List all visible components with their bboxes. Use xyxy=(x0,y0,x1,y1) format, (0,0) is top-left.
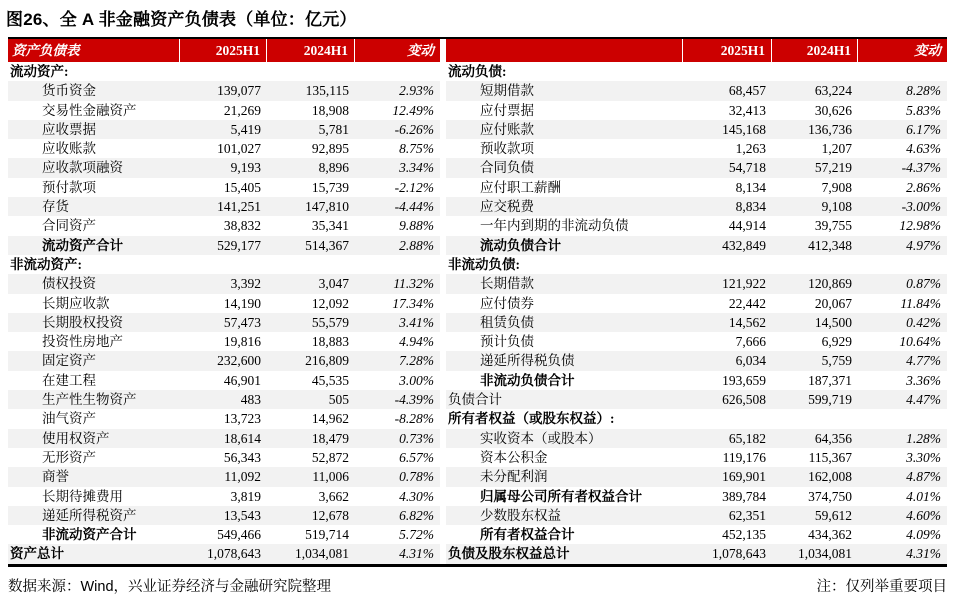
row-label: 交易性金融资产 xyxy=(42,102,137,118)
value-2024h1: 59,612 xyxy=(814,507,852,523)
value-2025h1: 5,419 xyxy=(230,121,261,137)
row-label: 归属母公司所有者权益合计 xyxy=(480,488,642,504)
value-2025h1: 8,834 xyxy=(735,199,766,215)
table-row xyxy=(446,197,947,216)
table-row xyxy=(8,197,440,216)
value-2024h1: 12,092 xyxy=(311,295,349,311)
value-2025h1: 14,190 xyxy=(223,295,261,311)
value-2024h1: 5,781 xyxy=(318,121,349,137)
value-2025h1: 54,718 xyxy=(728,160,766,176)
change-pct: 4.60% xyxy=(906,507,941,523)
value-2025h1: 193,659 xyxy=(722,372,766,388)
table-row xyxy=(8,62,440,81)
row-label: 流动负债: xyxy=(448,64,507,79)
table-row xyxy=(446,429,947,448)
change-pct xyxy=(858,409,947,428)
change-pct: 3.00% xyxy=(399,372,434,388)
value-2025h1: 11,092 xyxy=(224,469,261,485)
value-2024h1: 8,896 xyxy=(318,160,349,176)
value-2025h1: 14,562 xyxy=(728,314,766,330)
value-2024h1: 18,479 xyxy=(311,430,349,446)
value-2025h1 xyxy=(683,62,772,81)
change-pct: 2.86% xyxy=(906,179,941,195)
row-label: 应收票据 xyxy=(42,121,96,137)
value-2024h1: 147,810 xyxy=(305,199,349,215)
row-label: 应付账款 xyxy=(480,121,534,137)
remark-note: 注：仅列举重要项目 xyxy=(816,578,947,595)
value-2024h1: 45,535 xyxy=(311,372,349,388)
row-label: 应付票据 xyxy=(480,102,534,118)
row-label: 递延所得税资产 xyxy=(42,507,137,523)
value-2024h1: 3,047 xyxy=(318,276,349,292)
row-label: 应付债券 xyxy=(480,295,534,311)
row-label: 租赁负债 xyxy=(480,314,534,330)
value-2024h1: 14,500 xyxy=(814,314,852,330)
table-row xyxy=(446,544,947,563)
row-label: 预计负债 xyxy=(480,334,534,350)
value-2025h1: 432,849 xyxy=(722,237,766,253)
row-label: 生产性生物资产 xyxy=(42,392,137,408)
table-row xyxy=(446,139,947,158)
value-2025h1 xyxy=(683,409,772,428)
assets-table xyxy=(8,39,440,564)
data-source-note: 数据来源：Wind，兴业证券经济与金融研究院整理 xyxy=(8,578,332,595)
liabilities-equity-table xyxy=(446,39,947,564)
row-label: 未分配利润 xyxy=(480,469,548,485)
row-label: 非流动负债合计 xyxy=(480,372,575,388)
value-2024h1: 63,224 xyxy=(814,83,852,99)
table-row xyxy=(446,487,947,506)
value-2024h1: 135,115 xyxy=(305,83,349,99)
liabilities-header-row xyxy=(446,39,947,62)
value-2024h1: 162,008 xyxy=(808,469,852,485)
change-pct: 17.34% xyxy=(392,295,434,311)
change-pct: 4.30% xyxy=(399,488,434,504)
row-label: 货币资金 xyxy=(42,83,96,99)
row-label: 少数股东权益 xyxy=(480,507,561,523)
change-pct: 4.77% xyxy=(906,353,941,369)
table-row xyxy=(8,81,440,100)
table-row xyxy=(446,216,947,235)
row-label: 长期股权投资 xyxy=(42,314,123,330)
value-2025h1: 22,442 xyxy=(728,295,766,311)
table-row xyxy=(8,139,440,158)
value-2025h1: 145,168 xyxy=(722,121,766,137)
table-row xyxy=(8,332,440,351)
value-2025h1: 1,078,643 xyxy=(712,546,766,562)
table-row xyxy=(8,101,440,120)
value-2025h1: 119,176 xyxy=(722,449,766,465)
value-2024h1: 505 xyxy=(328,392,349,408)
value-2024h1: 18,908 xyxy=(311,102,349,118)
value-2025h1: 141,251 xyxy=(217,199,261,215)
table-row xyxy=(446,351,947,370)
change-pct: 6.17% xyxy=(906,121,941,137)
change-pct: 10.64% xyxy=(899,334,941,350)
change-pct: -4.39% xyxy=(394,392,434,408)
row-label: 所有者权益合计 xyxy=(480,527,575,543)
change-pct: 5.83% xyxy=(906,102,941,118)
table-row xyxy=(8,448,440,467)
row-label: 应收账款 xyxy=(42,141,96,157)
value-2024h1: 519,714 xyxy=(305,527,349,543)
table-row xyxy=(446,294,947,313)
row-label: 使用权资产 xyxy=(42,430,110,446)
change-pct: 0.73% xyxy=(399,430,434,446)
row-label: 商誉 xyxy=(42,469,69,485)
change-pct: 3.41% xyxy=(399,314,434,330)
table-row xyxy=(446,467,947,486)
change-pct: 5.72% xyxy=(399,527,434,543)
value-2024h1 xyxy=(267,62,355,81)
figure-title: 图26、全 A 非金融资产负债表（单位：亿元） xyxy=(6,10,357,29)
value-2025h1 xyxy=(180,62,267,81)
assets-header-row xyxy=(8,39,440,62)
value-2024h1: 6,929 xyxy=(821,334,852,350)
change-pct: 4.09% xyxy=(906,527,941,543)
table-row xyxy=(446,236,947,255)
change-pct: 0.87% xyxy=(906,276,941,292)
value-2024h1 xyxy=(267,255,355,274)
value-2024h1: 1,207 xyxy=(821,141,852,157)
change-pct: 1.28% xyxy=(906,430,941,446)
change-pct: 2.93% xyxy=(399,83,434,99)
table-row xyxy=(8,274,440,293)
row-label: 长期借款 xyxy=(480,276,534,292)
value-2024h1: 92,895 xyxy=(311,141,349,157)
value-2024h1: 9,108 xyxy=(821,199,852,215)
value-2024h1: 412,348 xyxy=(808,237,852,253)
change-pct: 4.63% xyxy=(906,141,941,157)
value-2024h1: 20,067 xyxy=(814,295,852,311)
change-pct: 12.49% xyxy=(392,102,434,118)
change-pct: 4.97% xyxy=(906,237,941,253)
row-label: 一年内到期的非流动负债 xyxy=(480,218,629,234)
value-2025h1: 15,405 xyxy=(223,179,261,195)
change-pct: 7.28% xyxy=(399,353,434,369)
table-row xyxy=(446,101,947,120)
change-pct: 11.32% xyxy=(393,276,434,292)
value-2025h1: 1,078,643 xyxy=(207,546,261,562)
row-label: 在建工程 xyxy=(42,372,96,388)
value-2024h1: 14,962 xyxy=(311,411,349,427)
row-label: 所有者权益（或股东权益）: xyxy=(448,411,615,427)
value-2024h1 xyxy=(772,62,858,81)
value-2025h1: 7,666 xyxy=(735,334,766,350)
table-row xyxy=(446,390,947,409)
change-pct xyxy=(858,62,947,81)
table-row xyxy=(446,525,947,544)
change-pct: -4.44% xyxy=(394,199,434,215)
table-row xyxy=(8,178,440,197)
table-row xyxy=(8,487,440,506)
table-row xyxy=(446,448,947,467)
value-2024h1 xyxy=(772,255,858,274)
change-pct xyxy=(355,255,440,274)
change-pct: -4.37% xyxy=(901,160,941,176)
change-pct: 0.78% xyxy=(399,469,434,485)
table-row xyxy=(446,371,947,390)
row-label: 应交税费 xyxy=(480,199,534,215)
header-2025h1: 2025H1 xyxy=(180,39,267,62)
value-2024h1: 120,869 xyxy=(808,276,852,292)
value-2025h1: 101,027 xyxy=(217,141,261,157)
value-2025h1: 32,413 xyxy=(728,102,766,118)
change-pct: -3.00% xyxy=(901,199,941,215)
row-label: 债权投资 xyxy=(42,276,96,292)
change-pct: 6.82% xyxy=(399,507,434,523)
change-pct: 12.98% xyxy=(899,218,941,234)
row-label: 长期待摊费用 xyxy=(42,488,123,504)
value-2025h1: 3,819 xyxy=(230,488,261,504)
value-2024h1: 55,579 xyxy=(311,314,349,330)
change-pct: 4.87% xyxy=(906,469,941,485)
value-2024h1: 187,371 xyxy=(808,372,852,388)
header-change: 变动 xyxy=(914,43,941,58)
change-pct xyxy=(355,62,440,81)
value-2025h1: 169,901 xyxy=(722,469,766,485)
value-2025h1: 18,614 xyxy=(223,430,261,446)
value-2025h1: 46,901 xyxy=(223,372,261,388)
row-label: 油气资产 xyxy=(42,411,96,427)
value-2024h1: 64,356 xyxy=(814,430,852,446)
table-row xyxy=(8,525,440,544)
header-change: 变动 xyxy=(407,43,434,58)
header-blank-label xyxy=(446,39,683,62)
table-row xyxy=(8,158,440,177)
change-pct: 0.42% xyxy=(906,314,941,330)
table-row xyxy=(8,236,440,255)
value-2024h1: 136,736 xyxy=(808,121,852,137)
row-label: 非流动资产合计 xyxy=(42,527,137,543)
table-row xyxy=(8,429,440,448)
table-row xyxy=(8,409,440,428)
row-label: 流动资产: xyxy=(10,64,69,79)
change-pct: 3.36% xyxy=(906,372,941,388)
row-label: 递延所得税负债 xyxy=(480,353,575,369)
assets-table-body xyxy=(8,62,440,564)
value-2024h1: 12,678 xyxy=(311,507,349,523)
value-2025h1: 8,134 xyxy=(735,179,766,195)
change-pct: -6.26% xyxy=(394,121,434,137)
row-label: 无形资产 xyxy=(42,449,96,465)
value-2025h1: 3,392 xyxy=(230,276,261,292)
value-2025h1: 139,077 xyxy=(217,83,261,99)
row-label: 应付职工薪酬 xyxy=(480,179,561,195)
header-balance-sheet-label: 资产负债表 xyxy=(8,39,180,62)
table-row xyxy=(8,467,440,486)
row-label: 固定资产 xyxy=(42,353,96,369)
value-2025h1: 38,832 xyxy=(223,218,261,234)
row-label: 长期应收款 xyxy=(42,295,110,311)
table-row xyxy=(8,294,440,313)
value-2025h1: 13,543 xyxy=(223,507,261,523)
table-row xyxy=(446,274,947,293)
change-pct: 4.31% xyxy=(906,546,941,562)
value-2025h1: 121,922 xyxy=(722,276,766,292)
row-label: 流动资产合计 xyxy=(42,237,123,253)
table-row xyxy=(446,81,947,100)
table-row xyxy=(8,313,440,332)
value-2025h1: 529,177 xyxy=(217,237,261,253)
value-2024h1: 1,034,081 xyxy=(295,546,349,562)
value-2025h1 xyxy=(180,255,267,274)
value-2024h1 xyxy=(772,409,858,428)
value-2025h1: 232,600 xyxy=(217,353,261,369)
value-2024h1: 115,367 xyxy=(808,449,852,465)
change-pct: 4.01% xyxy=(906,488,941,504)
value-2024h1: 514,367 xyxy=(305,237,349,253)
row-label: 负债合计 xyxy=(448,392,502,408)
change-pct: 8.75% xyxy=(399,141,434,157)
table-row xyxy=(446,178,947,197)
row-label: 非流动负债: xyxy=(448,256,520,272)
change-pct xyxy=(858,255,947,274)
change-pct: 3.30% xyxy=(906,449,941,465)
header-2025h1: 2025H1 xyxy=(683,39,772,62)
table-row xyxy=(8,120,440,139)
table-row xyxy=(446,158,947,177)
change-pct: 9.88% xyxy=(399,218,434,234)
value-2025h1: 483 xyxy=(240,392,261,408)
row-label: 短期借款 xyxy=(480,83,534,99)
table-row xyxy=(446,255,947,274)
change-pct: 4.94% xyxy=(399,334,434,350)
value-2025h1: 68,457 xyxy=(728,83,766,99)
row-label: 资产总计 xyxy=(10,546,64,562)
header-2024h1: 2024H1 xyxy=(267,39,355,62)
value-2025h1: 19,816 xyxy=(223,334,261,350)
row-label: 流动负债合计 xyxy=(480,237,561,253)
row-label: 投资性房地产 xyxy=(42,334,123,350)
liabilities-table-body xyxy=(446,62,947,564)
value-2025h1: 56,343 xyxy=(223,449,261,465)
value-2024h1: 39,755 xyxy=(814,218,852,234)
value-2025h1: 21,269 xyxy=(223,102,261,118)
row-label: 预付款项 xyxy=(42,179,96,195)
value-2025h1: 62,351 xyxy=(728,507,766,523)
change-pct: 4.47% xyxy=(906,392,941,408)
table-row xyxy=(8,506,440,525)
change-pct: 3.34% xyxy=(399,160,434,176)
value-2024h1: 5,759 xyxy=(821,353,852,369)
value-2024h1: 18,883 xyxy=(311,334,349,350)
value-2025h1: 44,914 xyxy=(728,218,766,234)
figure-footer xyxy=(8,575,947,596)
change-pct: 8.28% xyxy=(906,83,941,99)
value-2025h1: 1,263 xyxy=(735,141,766,157)
table-row xyxy=(446,120,947,139)
table-row xyxy=(8,371,440,390)
table-row xyxy=(446,409,947,428)
value-2024h1: 434,362 xyxy=(808,527,852,543)
table-row xyxy=(446,506,947,525)
change-pct: -2.12% xyxy=(394,179,434,195)
row-label: 负债及股东权益总计 xyxy=(448,546,570,562)
table-row xyxy=(8,351,440,370)
row-label: 合同负债 xyxy=(480,160,534,176)
header-2024h1: 2024H1 xyxy=(772,39,858,62)
value-2024h1: 3,662 xyxy=(318,488,349,504)
balance-sheet-tables xyxy=(8,37,947,567)
value-2025h1: 6,034 xyxy=(735,353,766,369)
value-2025h1: 57,473 xyxy=(223,314,261,330)
change-pct: 6.57% xyxy=(399,449,434,465)
value-2024h1: 35,341 xyxy=(311,218,349,234)
value-2024h1: 1,034,081 xyxy=(798,546,852,562)
row-label: 存货 xyxy=(42,199,69,215)
value-2024h1: 30,626 xyxy=(814,102,852,118)
table-row xyxy=(8,544,440,563)
table-row xyxy=(8,390,440,409)
row-label: 实收资本（或股本） xyxy=(480,430,602,446)
change-pct: 4.31% xyxy=(399,546,434,562)
table-row xyxy=(446,332,947,351)
change-pct: -8.28% xyxy=(394,411,434,427)
table-row xyxy=(8,216,440,235)
value-2024h1: 15,739 xyxy=(311,179,349,195)
value-2025h1: 549,466 xyxy=(217,527,261,543)
table-row xyxy=(446,313,947,332)
row-label: 非流动资产: xyxy=(10,256,82,272)
value-2025h1: 13,723 xyxy=(223,411,261,427)
value-2024h1: 57,219 xyxy=(814,160,852,176)
value-2025h1: 389,784 xyxy=(722,488,766,504)
value-2024h1: 7,908 xyxy=(821,179,852,195)
value-2024h1: 599,719 xyxy=(808,392,852,408)
row-label: 合同资产 xyxy=(42,218,96,234)
row-label: 应收款项融资 xyxy=(42,160,123,176)
value-2024h1: 374,750 xyxy=(808,488,852,504)
row-label: 资本公积金 xyxy=(480,449,548,465)
table-row xyxy=(8,255,440,274)
value-2025h1: 626,508 xyxy=(722,392,766,408)
value-2024h1: 11,006 xyxy=(312,469,349,485)
value-2025h1: 452,135 xyxy=(722,527,766,543)
value-2025h1 xyxy=(683,255,772,274)
value-2024h1: 52,872 xyxy=(311,449,349,465)
change-pct: 2.88% xyxy=(399,237,434,253)
row-label: 预收款项 xyxy=(480,141,534,157)
table-row xyxy=(446,62,947,81)
change-pct: 11.84% xyxy=(900,295,941,311)
value-2024h1: 216,809 xyxy=(305,353,349,369)
value-2025h1: 65,182 xyxy=(728,430,766,446)
value-2025h1: 9,193 xyxy=(230,160,261,176)
